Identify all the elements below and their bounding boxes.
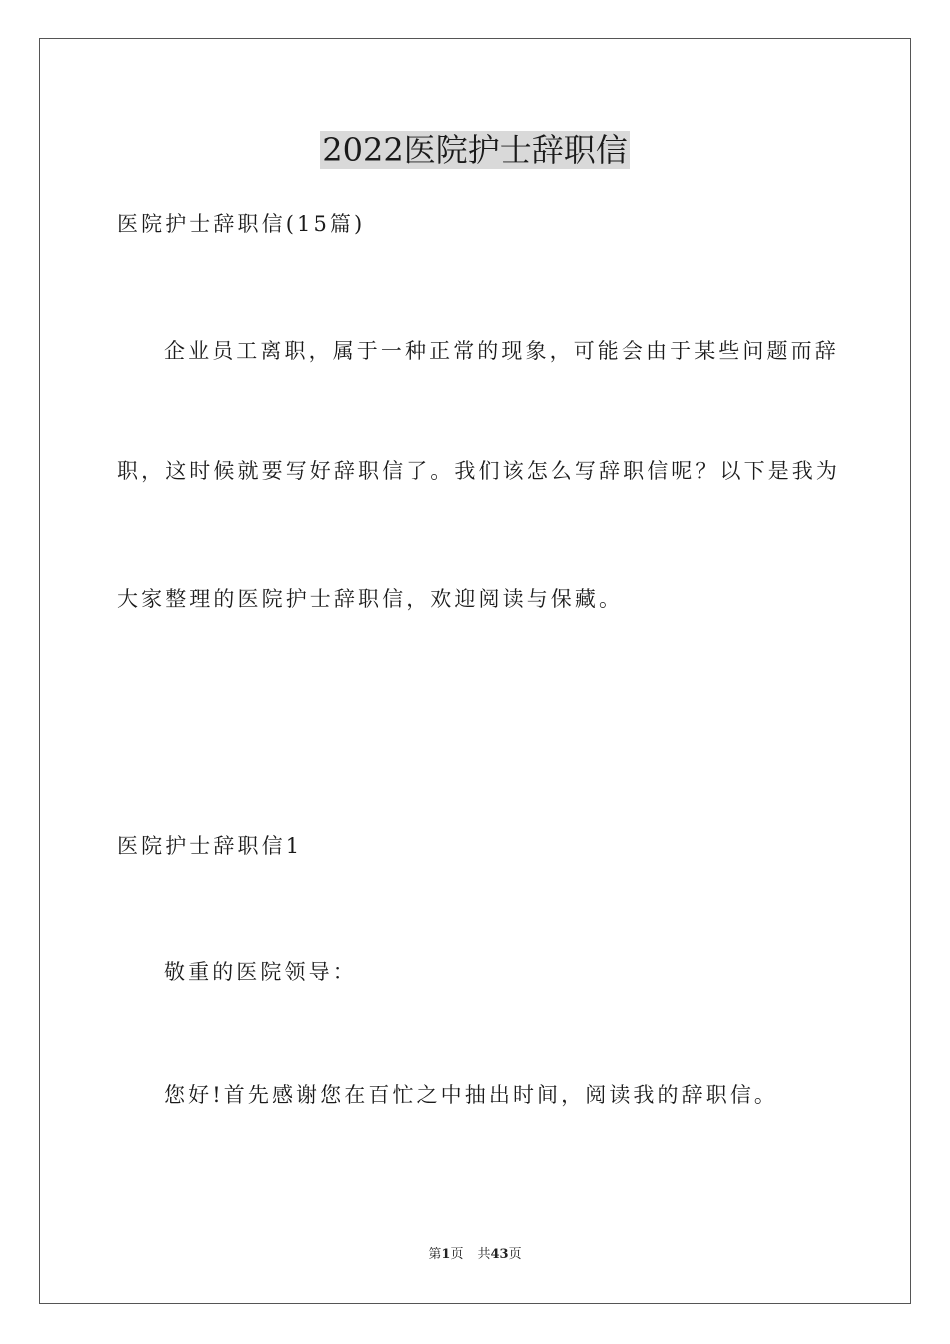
intro-line-2: 职，这时候就要写好辞职信了。我们该怎么写辞职信呢？以下是我为	[117, 459, 840, 483]
page-footer	[0, 1246, 950, 1264]
greeting-line: 您好!首先感谢您在百忙之中抽出时间，阅读我的辞职信。	[164, 1083, 779, 1107]
total-pages: 43	[490, 1247, 509, 1262]
page-number: 1	[441, 1247, 451, 1262]
salutation: 敬重的医院领导：	[164, 960, 357, 984]
page-prefix: 第	[428, 1247, 442, 1262]
page-suffix: 页	[450, 1247, 464, 1262]
document-title	[0, 128, 950, 172]
intro-line-3: 大家整理的医院护士辞职信，欢迎阅读与保藏。	[117, 587, 624, 611]
document-subtitle: 医院护士辞职信(15篇)	[117, 212, 366, 236]
total-suffix: 页	[508, 1247, 522, 1262]
section-heading: 医院护士辞职信1	[117, 834, 303, 858]
total-prefix: 共	[477, 1247, 491, 1262]
document-title-text: 2022医院护士辞职信	[322, 131, 628, 169]
intro-line-1: 企业员工离职，属于一种正常的现象，可能会由于某些问题而辞	[164, 339, 839, 363]
